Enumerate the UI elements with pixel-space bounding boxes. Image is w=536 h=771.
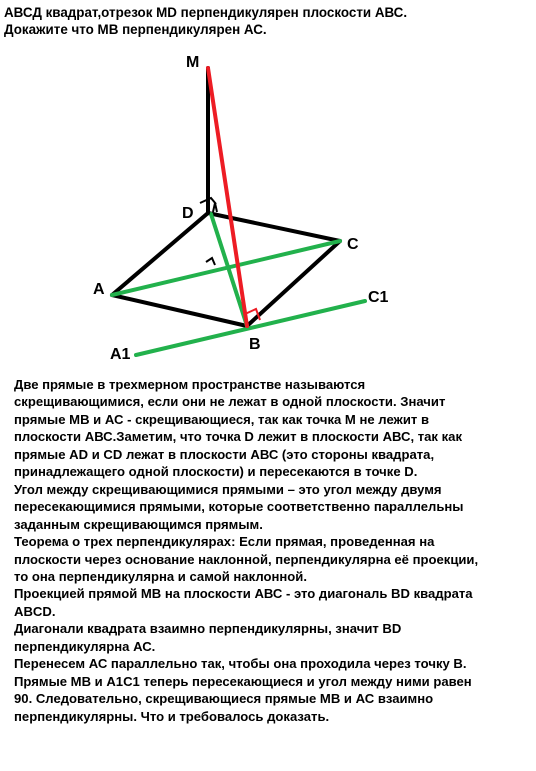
solution-text — [14, 376, 519, 725]
solution-line: Проекцией прямой МВ на плоскости АВС - это диагональ BD квадрата — [14, 586, 473, 602]
solution-line: принадлежащего одной плоскости) и пересекаются в точке D. — [14, 464, 418, 480]
solution-line: прямые AD и CD лежат в плоскости АВС (это стороны квадрата, — [14, 446, 435, 462]
label-B: B — [249, 336, 261, 353]
problem-line-1: АВСД квадрат,отрезок MD перпендикулярен плоскости АВС. — [4, 5, 408, 20]
solution-line: пересекающимися прямыми, которые соответственно параллельны — [14, 499, 464, 515]
solution-line: перпендикулярна АС. — [14, 638, 156, 654]
label-C1: C1 — [368, 289, 389, 306]
solution-line: то она перпендикулярна и самой наклонной. — [14, 568, 307, 584]
solution-line: плоскости через основание наклонной, перпендикулярна её проекции, — [14, 551, 479, 567]
label-C: C — [347, 236, 359, 253]
solution-line: Угол между скрещивающимися прямыми – это угол между двумя — [14, 481, 442, 497]
solution-line: Перенесем АС параллельно так, чтобы она проходила через точку В. — [14, 656, 467, 672]
label-M: M — [186, 54, 200, 71]
solution-line: перпендикулярны. Что и требовалось доказать. — [14, 708, 330, 724]
label-A1: A1 — [110, 346, 131, 363]
solution-line: Две прямые в трехмерном пространстве называются — [14, 377, 366, 392]
right-angle-marker-center — [206, 258, 215, 265]
label-D: D — [182, 205, 194, 222]
segment-MB — [208, 68, 247, 326]
problem-line-2: Докажите что МВ перпендикулярен АС. — [4, 22, 267, 37]
solution-line: Теорема о трех перпендикулярах: Если прямая, проведенная на — [14, 534, 435, 550]
solution-line: Прямые МВ и А1С1 теперь пересекающиеся и угол между ними равен — [14, 673, 472, 689]
solution-line: заданным скрещивающимся прямым. — [14, 516, 263, 532]
label-A: A — [93, 281, 105, 298]
solution-line: ABCD. — [14, 603, 56, 619]
edge-AB — [112, 295, 247, 326]
edge-DC — [208, 213, 340, 241]
solution-line: Диагонали квадрата взаимно перпендикулярны, значит BD — [14, 621, 402, 637]
solution-line: прямые МВ и АС - скрещивающиеся, так как точка М не лежит в — [14, 411, 429, 427]
right-angle-marker-D-inner — [213, 203, 217, 212]
solution-line: плоскости АВС.Заметим, что точка D лежит в плоскости АВС, так как — [14, 429, 463, 445]
solution-line: 90. Следовательно, скрещивающиеся прямые МВ и АС взаимно — [14, 691, 434, 707]
solution-line: скрещивающимися, если они не лежат в одной плоскости. Значит — [14, 394, 446, 410]
